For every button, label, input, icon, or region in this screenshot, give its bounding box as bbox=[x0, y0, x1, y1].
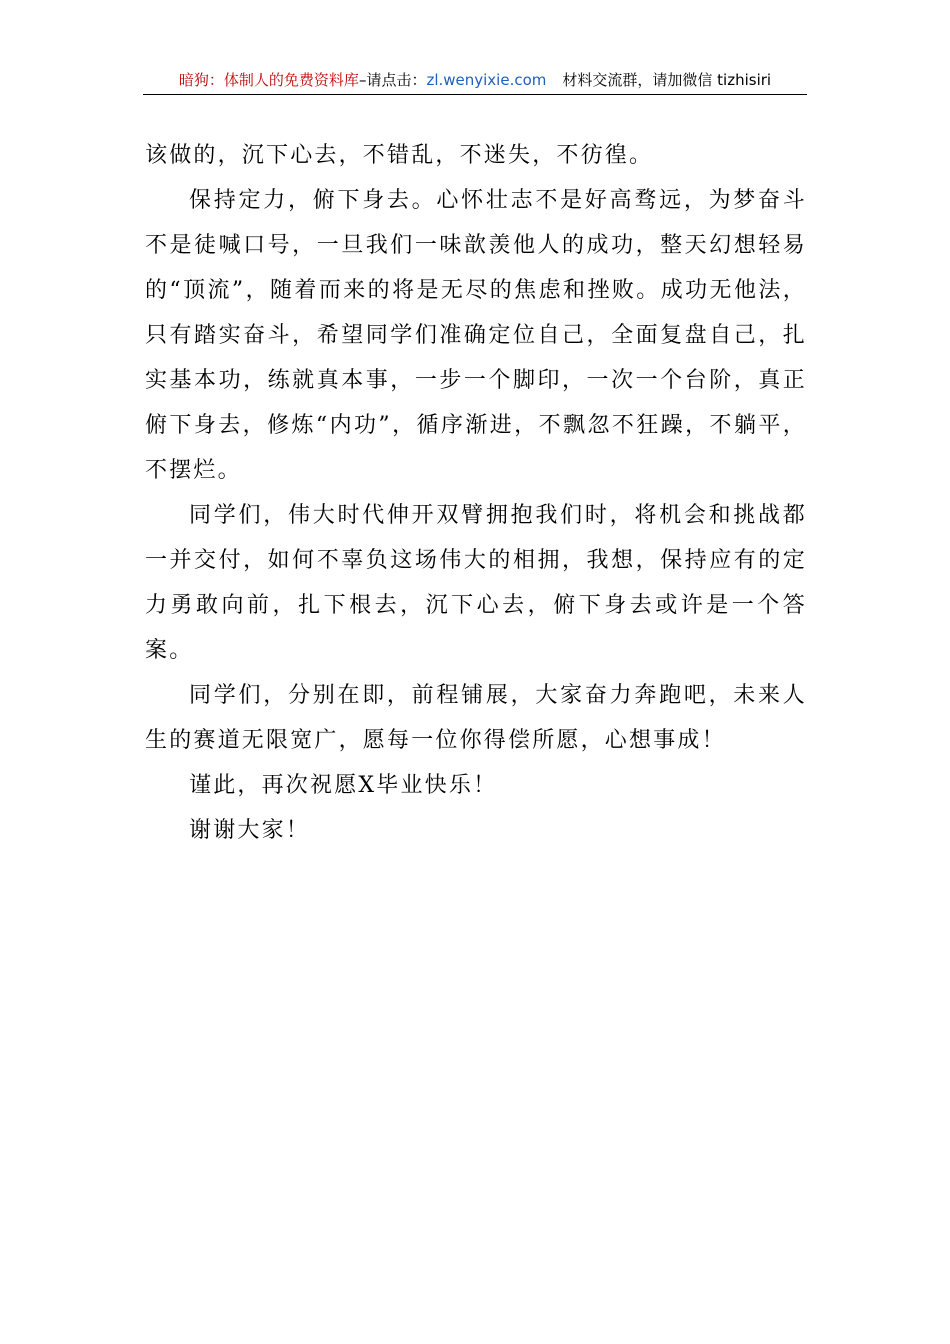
page-header bbox=[143, 68, 807, 95]
header-url-link[interactable]: zl.wenyixie.com bbox=[426, 71, 547, 89]
paragraph: 谢谢大家！ bbox=[189, 818, 311, 843]
header-prompt: –请点击： bbox=[358, 71, 427, 89]
header-group-info: 材料交流群，请加微信 tizhisiri bbox=[562, 71, 772, 89]
document-body bbox=[145, 133, 807, 853]
paragraph: 该做的，沉下心去，不错乱，不迷失，不彷徨。 bbox=[145, 143, 654, 168]
header-brand: 暗狗：体制人的免费资料库 bbox=[178, 71, 359, 89]
paragraph: 同学们，分别在即，前程铺展，大家奋力奔跑吧，未来人生的赛道无限宽广，愿每一位你得偿所愿，心想事成！ bbox=[145, 683, 807, 753]
paragraph: 谨此，再次祝愿X毕业快乐！ bbox=[189, 773, 498, 798]
paragraph: 保持定力，俯下身去。心怀壮志不是好高骛远，为梦奋斗不是徒喊口号，一旦我们一味歆羡他人的成功，整天幻想轻易的“顶流”，随着而来的将是无尽的焦虑和挫败。成功无他法，只有踏实奋斗，希望同学们准确定位自己，全面复盘自己，扎实基本功，练就真本事，一步一个脚印，一次一个台阶，真正俯下身去，修炼“内功”，循序渐进，不飘忽不狂躁，不躺平，不摆烂。 bbox=[145, 188, 807, 483]
paragraph: 同学们，伟大时代伸开双臂拥抱我们时，将机会和挑战都一并交付，如何不辜负这场伟大的相拥，我想，保持应有的定力勇敢向前，扎下根去，沉下心去，俯下身去或许是一个答案。 bbox=[145, 503, 807, 663]
